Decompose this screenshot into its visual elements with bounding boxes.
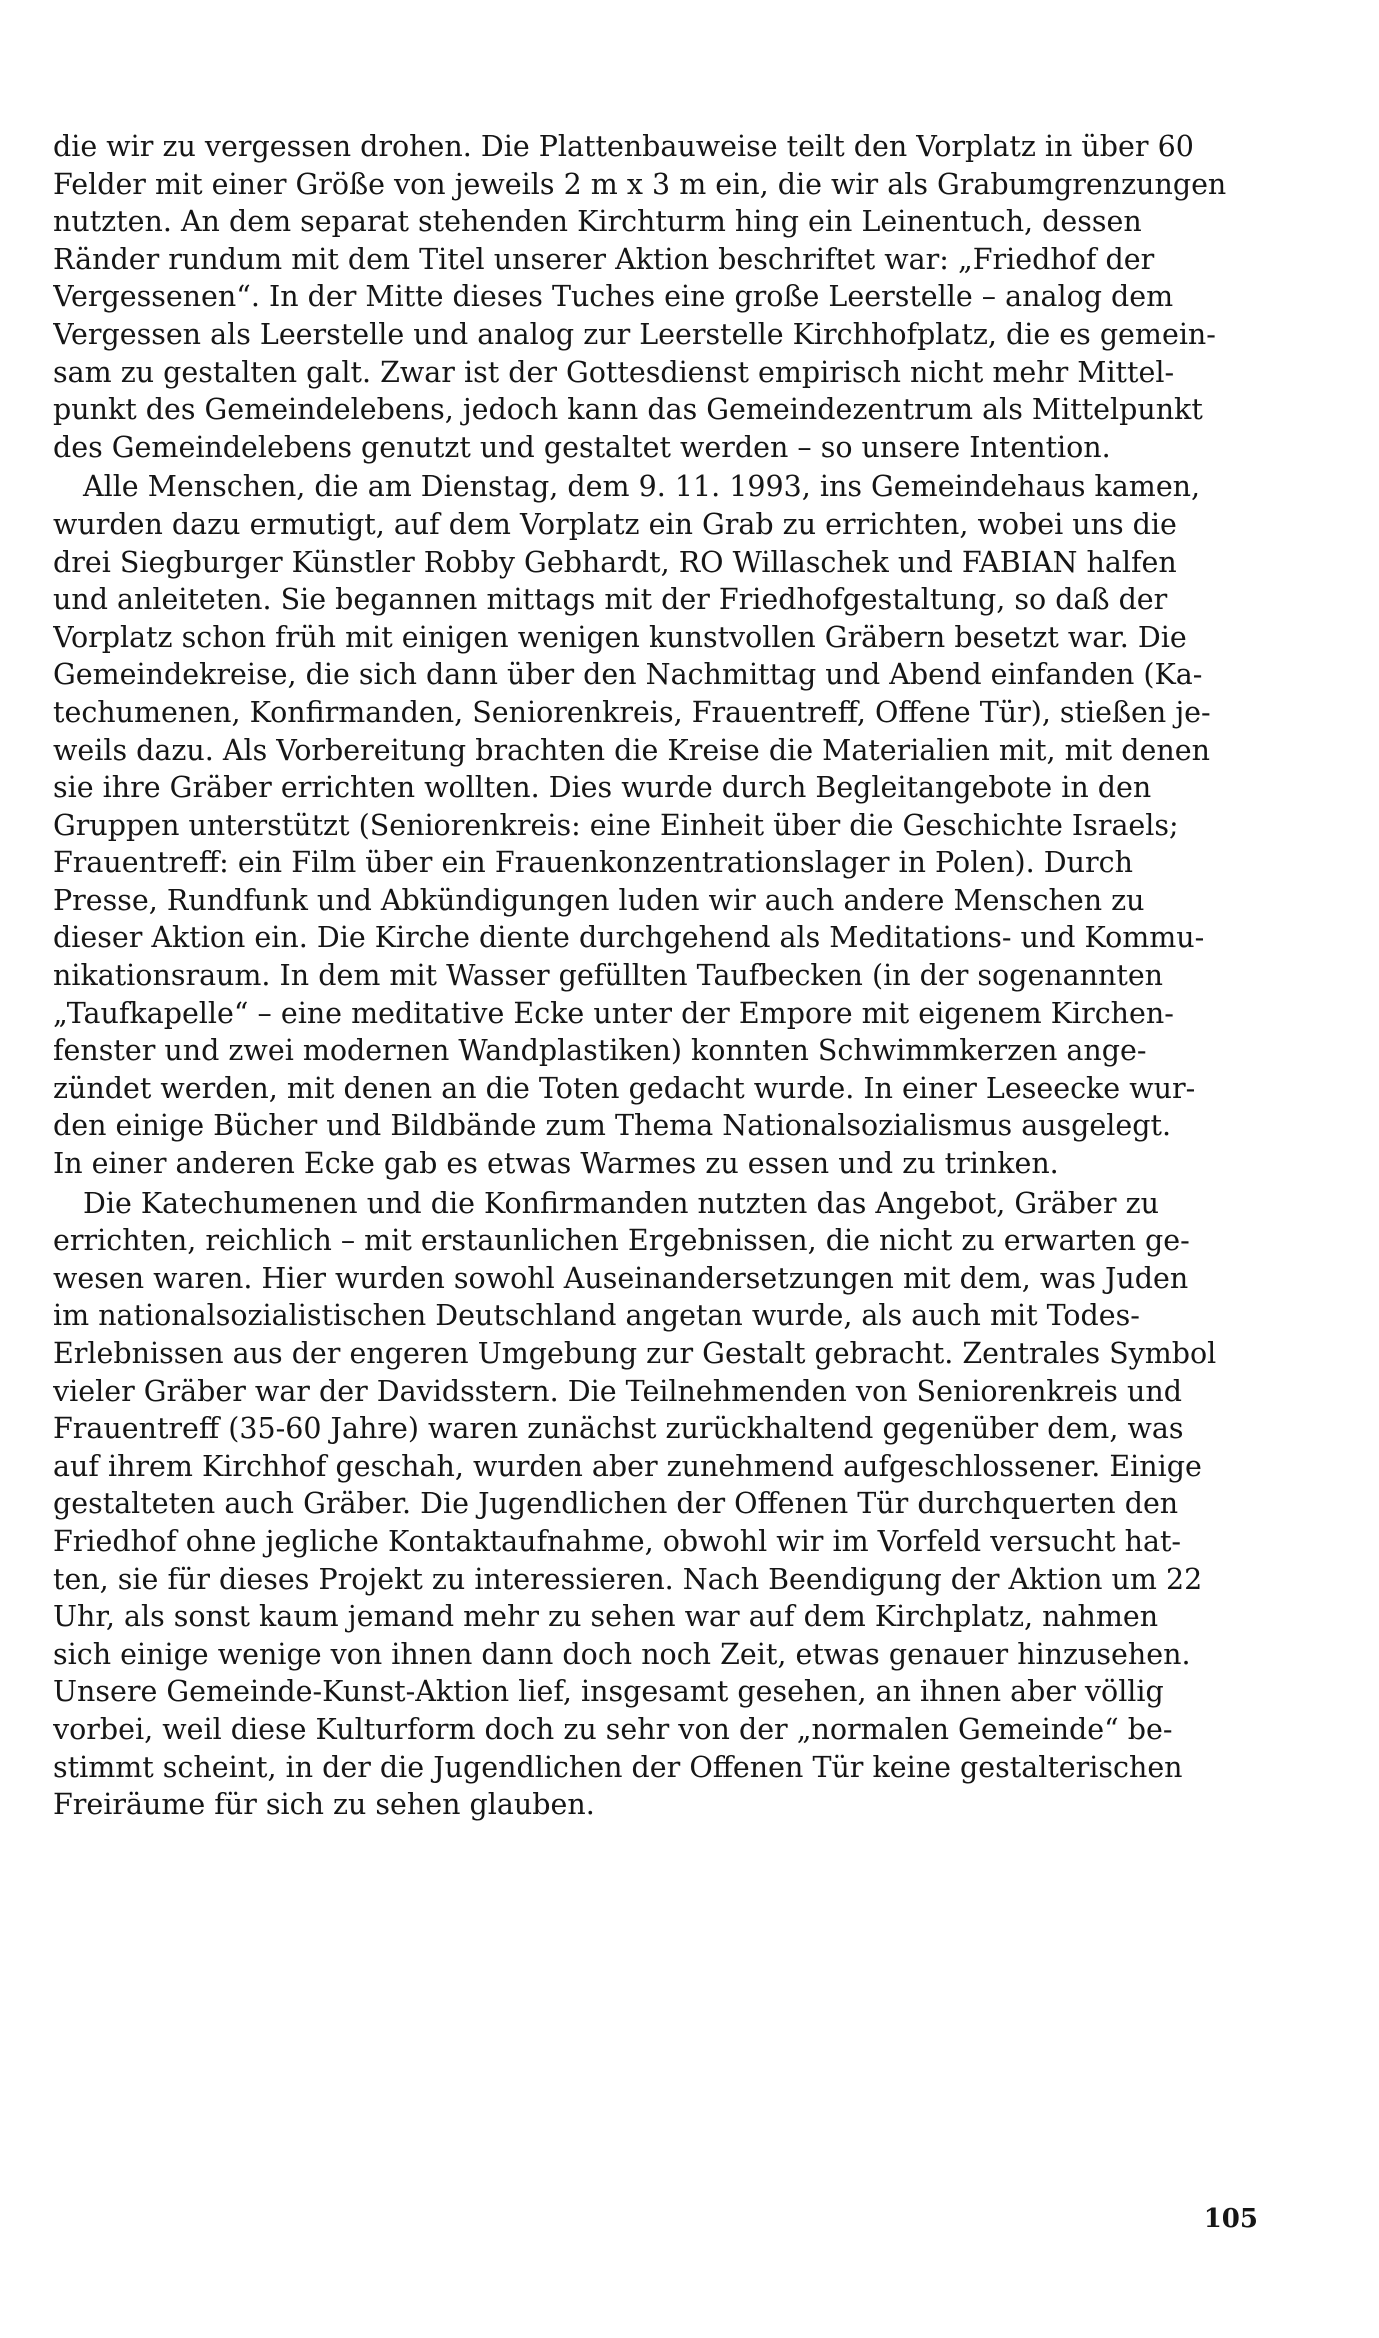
text-line: Uhr, als sonst kaum jemand mehr zu sehen war auf dem Kirchplatz, nahmen (53, 1600, 1159, 1634)
text-line: Frauentreff (35-60 Jahre) waren zunächst zurückhaltend gegenüber dem, was (53, 1412, 1184, 1446)
text-line: Felder mit einer Größe von jeweils 2 m x 3 m ein, die wir als Grabumgrenzungen (53, 167, 1227, 201)
text-line: techumenen, Konfirmanden, Seniorenkreis, Frauentreff, Offene Tür), stießen je- (53, 695, 1211, 729)
text-line: sie ihre Gräber errichten wollten. Dies wurde durch Begleitangebote in den (53, 771, 1152, 805)
text-line: Die Katechumenen und die Konfirmanden nutzten das Angebot, Gräber zu (83, 1186, 1159, 1220)
text-line: Erlebnissen aus der engeren Umgebung zur Gestalt gebracht. Zentrales Symbol (53, 1337, 1217, 1370)
text-line: fenster und zwei modernen Wandplastiken) konnten Schwimmkerzen ange- (53, 1034, 1147, 1068)
text-line: gestalteten auch Gräber. Die Jugendlichen der Offenen Tür durchquerten den (53, 1487, 1179, 1521)
text-line: dieser Aktion ein. Die Kirche diente durchgehend als Meditations- und Kommu- (53, 921, 1205, 955)
text-line: im nationalsozialistischen Deutschland angetan wurde, als auch mit Todes- (53, 1299, 1140, 1333)
text-line: Vorplatz schon früh mit einigen wenigen kunstvollen Gräbern besetzt war. Die (53, 620, 1187, 654)
text-line: die wir zu vergessen drohen. Die Plattenbauweise teilt den Vorplatz in über 60 (53, 130, 1194, 163)
text-line: und anleiteten. Sie begannen mittags mit der Friedhofgestaltung, so daß der (53, 583, 1168, 617)
text-line: wurden dazu ermutigt, auf dem Vorplatz ein Grab zu errichten, wobei uns die (53, 507, 1177, 541)
text-line: sam zu gestalten galt. Zwar ist der Gottesdienst empirisch nicht mehr Mittel- (53, 355, 1175, 389)
text-line: drei Siegburger Künstler Robby Gebhardt, RO Willaschek und FABIAN halfen (53, 545, 1177, 579)
text-line: zündet werden, mit denen an die Toten gedacht wurde. In einer Leseecke wur- (53, 1071, 1196, 1105)
text-line: den einige Bücher und Bildbände zum Thema Nationalsozialismus ausgelegt. (53, 1109, 1172, 1143)
text-line: sich einige wenige von ihnen dann doch noch Zeit, etwas genauer hinzusehen. (53, 1637, 1191, 1671)
text-line: „Taufkapelle“ – eine meditative Ecke unter der Empore mit eigenem Kirchen- (53, 996, 1174, 1030)
text-line: auf ihrem Kirchhof geschah, wurden aber zunehmend aufgeschlossener. Einige (53, 1449, 1202, 1483)
text-line: ten, sie für dieses Projekt zu interessieren. Nach Beendigung der Aktion um 22 (53, 1562, 1203, 1596)
paragraph-2 (53, 468, 1258, 1182)
text-line: vorbei, weil diese Kulturform doch zu sehr von der „normalen Gemeinde“ be- (53, 1712, 1173, 1746)
text-line: Alle Menschen, die am Dienstag, dem 9. 11. 1993, ins Gemeindehaus kamen, (83, 470, 1201, 504)
paragraph-3 (53, 1185, 1258, 1824)
text-line: nikationsraum. In dem mit Wasser gefüllten Taufbecken (in der sogenannten (53, 959, 1164, 993)
text-line: weils dazu. Als Vorbereitung brachten die Kreise die Materialien mit, mit denen (53, 733, 1210, 767)
text-line: Freiräume für sich zu sehen glauben. (53, 1788, 595, 1822)
text-line: Presse, Rundfunk und Abkündigungen luden wir auch andere Menschen zu (53, 883, 1145, 917)
text-line: errichten, reichlich – mit erstaunlichen Ergebnissen, die nicht zu erwarten ge- (53, 1224, 1190, 1258)
text-line: des Gemeindelebens genutzt und gestaltet werden – so unsere Intention. (53, 430, 1111, 464)
page-number: 105 (1203, 2204, 1258, 2234)
text-line: vieler Gräber war der Davidsstern. Die Teilnehmenden von Seniorenkreis und (53, 1374, 1182, 1408)
text-line: Ränder rundum mit dem Titel unserer Aktion beschriftet war: „Friedhof der (53, 242, 1155, 276)
body-text (53, 128, 1258, 1824)
paragraph-1 (53, 128, 1258, 466)
text-line: Friedhof ohne jegliche Kontaktaufnahme, obwohl wir im Vorfeld versucht hat- (53, 1524, 1182, 1558)
text-line: Vergessen als Leerstelle und analog zur Leerstelle Kirchhofplatz, die es gemein- (53, 317, 1216, 351)
text-line: nutzten. An dem separat stehenden Kirchturm hing ein Leinentuch, dessen (53, 205, 1142, 239)
text-line: Gruppen unterstützt (Seniorenkreis: eine Einheit über die Geschichte Israels; (53, 808, 1179, 842)
text-line: Gemeindekreise, die sich dann über den Nachmittag und Abend einfanden (Ka- (53, 658, 1203, 692)
text-line: Frauentreff: ein Film über ein Frauenkonzentrationslager in Polen). Durch (53, 846, 1133, 880)
text-line: In einer anderen Ecke gab es etwas Warmes zu essen und zu trinken. (53, 1147, 1059, 1181)
text-line: wesen waren. Hier wurden sowohl Auseinandersetzungen mit dem, was Juden (53, 1261, 1189, 1295)
text-line: Vergessenen“. In der Mitte dieses Tuches eine große Leerstelle – analog dem (53, 280, 1174, 314)
text-line: stimmt scheint, in der die Jugendlichen der Offenen Tür keine gestalterischen (53, 1750, 1183, 1784)
text-line: Unsere Gemeinde-Kunst-Aktion lief, insgesamt gesehen, an ihnen aber völlig (53, 1675, 1164, 1709)
text-line: punkt des Gemeindelebens, jedoch kann das Gemeindezentrum als Mittelpunkt (53, 393, 1203, 427)
